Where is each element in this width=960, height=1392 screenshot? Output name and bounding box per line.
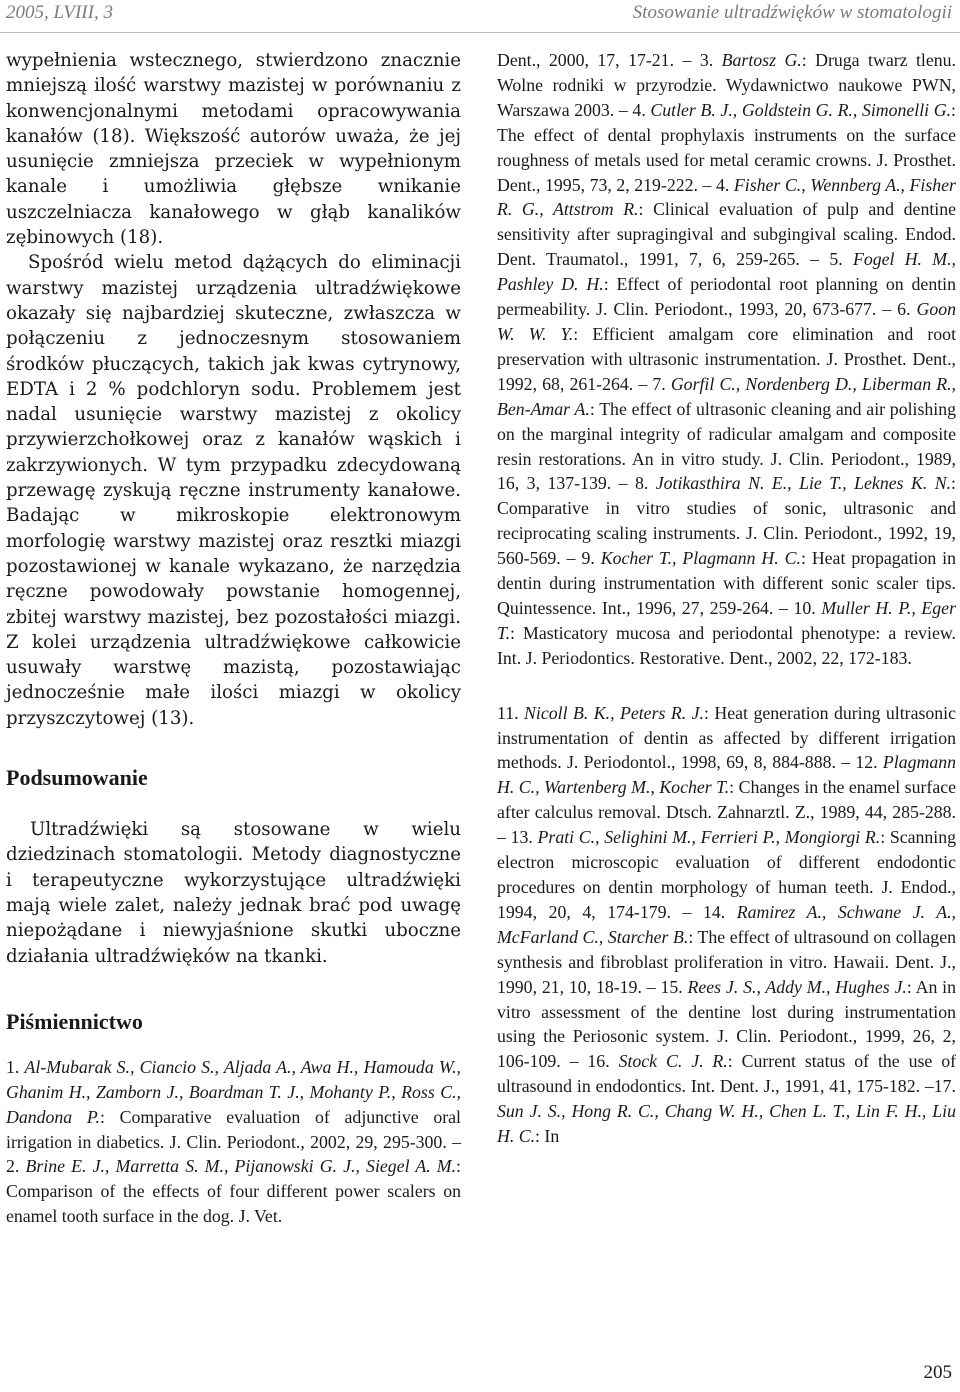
reference-text: : Clinical evaluation of pulp and dentine sensitivity after supragingival and subgingival scaling. Endod. Dent. Traumatol., 1991, 7, 6, 259-265. – 5. [497, 199, 956, 270]
reference-authors: Jotikasthira N. E., Lie T., Leknes K. N. [655, 473, 952, 494]
reference-text: : An in vitro assessment of the dentine lost during instrumentation using the Periosonic system. J. Clin. Periodont., 1999, 26, 2, 106-109. – 16. [497, 976, 957, 1072]
left-column [6, 48, 461, 1229]
reference-text: 1. [6, 1056, 25, 1077]
body-paragraph-1: wypełnienia wstecznego, stwierdzono znacznie mniejszą ilość warstwy mazistej w porównaniu z konwencjonalnymi metodami opracowywania kanałów (18). Większość autorów uważa, że jej usunięcie zmniejsza przeciek w wypełnionym kanale i umożliwia głębsze wnikanie uszczelniacza kanałowego w głąb kanalików zębinowych (18). [6, 50, 461, 249]
page-number: 205 [923, 1362, 952, 1383]
reference-text: : Scanning electron microscopic evaluation of different endodontic procedures on dentin morphology of human teeth. J. Endod., 1994, 20, 4, 174-179. – 14. [497, 827, 957, 922]
reference-authors: Plagmann H. C., Wartenberg M., Kocher T. [497, 752, 956, 798]
running-title: Stosowanie ultradźwięków w stomatologii [632, 2, 952, 23]
reference-authors: Rees J. S., Addy M., Hughes J. [687, 976, 907, 997]
right-column [497, 48, 956, 1149]
reference-text: : The effect of ultrasound on collagen synthesis and fibroblast proliferation in vitro. Hawaii. Dent. J., 1990, 21, 10, 18-19. – 15. [497, 926, 956, 997]
reference-text: : Comparative in vitro studies of sonic, ultrasonic and reciprocating scaling instruments. J. Clin. Periodont., 1992, 19, 560-569. – 9. [497, 473, 956, 569]
reference-authors: Ramirez A., Schwane J. A., McFarland C., Starcher B. [497, 901, 956, 947]
reference-text: : Effect of periodontal root planning on dentin permeability. J. Clin. Periodont., 1993, 20, 673-677. – 6. [497, 274, 956, 320]
reference-text: : Comparative evaluation of adjunctive oral irrigation in diabetics. J. Clin. Periodont., 2002, 29, 295-300. – 2. [6, 1106, 461, 1177]
reference-text: : Heat generation during ultrasonic instrumentation of dentin as affected by different irrigation methods. J. Periodontol., 1998, 69, 8, 884-888. – 12. [497, 702, 956, 773]
reference-text: : Current status of the use of ultrasound in endodontics. Int. Dent. J., 1991, 41, 175-182. –17. [497, 1051, 957, 1097]
reference-text: : Masticatory mucosa and periodontal phenotype: a review. Int. J. Periodontics. Restorative. Dent., 2002, 22, 172-183. [497, 622, 956, 668]
reference-authors: Brine E. J., Marretta S. M., Pijanowski G. J., Siegel A. M. [25, 1156, 457, 1177]
reference-text: : Efficient amalgam core elimination and root preservation with ultrasonic instrumentation. J. Prosthet. Dent., 1992, 68, 261-264. – 7. [497, 323, 957, 394]
reference-authors: Al-Mubarak S., Ciancio S., Aljada A., Awa H., Hamouda W., Ghanim H., Zamborn J., Boardman T. J., Mohanty P., Ross C., Dandona P. [6, 1056, 461, 1127]
references-left [6, 1055, 461, 1229]
references-right-1 [497, 48, 956, 671]
reference-text: : In [535, 1126, 560, 1147]
reference-text: 11. [497, 702, 525, 723]
journal-issue: 2005, LVIII, 3 [6, 2, 113, 23]
reference-authors: Muller H. P., Eger T. [497, 597, 956, 643]
section-title-summary: Podsumowanie [6, 765, 148, 791]
reference-authors: Goon W. W. Y. [497, 299, 956, 344]
reference-authors: Sun J. S., Hong R. C., Chang W. H., Chen L. T., Lin F. H., Liu H. C. [497, 1101, 956, 1147]
reference-authors: Fogel H. M., Pashley D. H. [497, 249, 956, 295]
reference-text: : Heat propagation in dentin during instrumentation with different sonic scaler tips. Quintessence. Int., 1996, 27, 259-264. – 10. [497, 548, 957, 618]
running-header [0, 0, 960, 33]
reference-text: : Changes in the enamel surface after calculus removal. Dtsch. Zahnarztl. Z., 1989, 44, 285-288. – 13. [497, 777, 956, 848]
reference-authors: Gorfil C., Nordenberg D., Liberman R., Ben-Amar A. [497, 373, 956, 419]
reference-authors: Prati C., Selighini M., Ferrieri P., Mongiorgi R. [537, 827, 881, 848]
references-right-2 [497, 701, 956, 1149]
reference-authors: Kocher T., Plagmann H. C. [600, 548, 801, 569]
reference-text: : The effect of ultrasonic cleaning and air polishing on the marginal integrity of radicular amalgam and composite resin restorations. An in vitro study. J. Clin. Periodont., 1989, 16, 3, 137-139. – 8. [497, 398, 957, 494]
reference-text: Dent., 2000, 17, 17-21. – 3. [497, 50, 722, 70]
body-paragraph-2: Spośród wielu metod dążących do eliminacji warstwy mazistej urządzenia ultradźwiękowe okazały się najbardziej skuteczne, zwłaszcza w połączeniu z jednoczesnym stosowaniem środków płuczących, takich jak kwas cytrynowy, EDTA i 2 % podchloryn sodu. Problemem jest nadal usunięcie warstwy mazistej z okolicy przywierzchołkowej oraz z kanałów wąskich i zakrzywionych. W tym przypadku zdecydowaną przewagę zyskują ręczne instrumenty kanałowe. Badając w mikroskopie elektronowym morfologię warstwy mazistej oraz resztki miazgi pozostawionej w kanale wykazano, że narzędzia ręczne powodowały powstanie homogennej, zbitej warstwy mazistej, bez pozostałości miazgi. Z kolei urządzenia ultradźwiękowe całkowicie usuwały warstwę mazistą, pozostawiając jednocześnie małe ilości miazgi w okolicy przyszczytowej (13). [6, 252, 461, 729]
reference-authors: Stock C. J. R. [618, 1051, 728, 1072]
reference-text: : The effect of dental prophylaxis instruments on the surface roughness of metals used for metal ceramic crowns. J. Prosthet. Dent., 1995, 73, 2, 219-222. – 4. [497, 99, 956, 195]
reference-text: : Druga twarz tlenu. Wolne rodniki w przyrodzie. Wydawnictwo naukowe PWN, Warszawa 2003. – 4. [497, 50, 956, 120]
section-title-references: Piśmiennictwo [6, 1008, 143, 1034]
summary-paragraph: Ultradźwięki są stosowane w wielu dziedzinach stomatologii. Metody diagnostyczne i terapeutyczne wykorzystujące ultradźwięki mają wiele zalet, należy jednak brać pod uwagę niepożądane i niewyjaśnione skutki uboczne działania ultradźwięków na tkanki. [6, 819, 461, 967]
reference-authors: Fisher C., Wennberg A., Fisher R. G., Attstrom R. [497, 174, 956, 220]
reference-text: : Comparison of the effects of four different power scalers on enamel tooth surface in the dog. J. Vet. [6, 1156, 461, 1227]
reference-authors: Bartosz G. [721, 50, 802, 70]
reference-authors: Nicoll B. K., Peters R. J. [524, 702, 705, 723]
reference-authors: Cutler B. J., Goldstein G. R., Simonelli G. [650, 99, 952, 120]
